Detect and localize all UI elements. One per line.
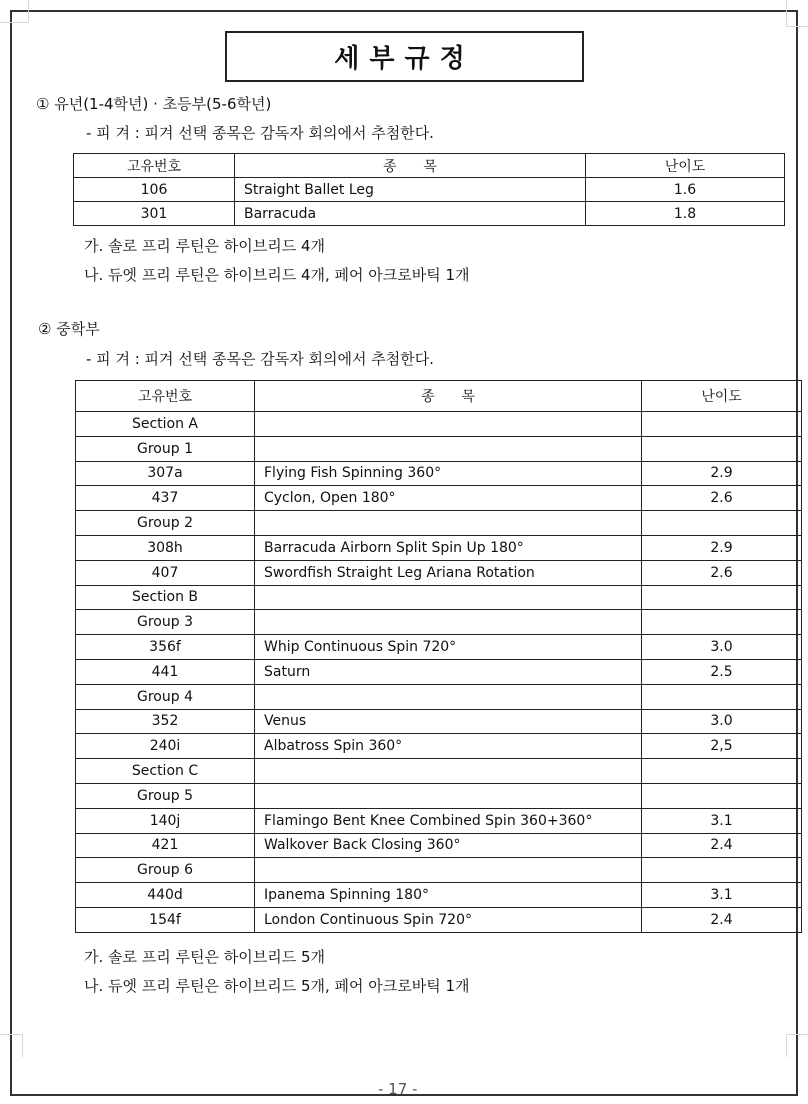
crop-mark (786, 1034, 808, 1057)
cell-difficulty: 2.4 (642, 907, 802, 932)
section2-heading: ② 중학부 (38, 320, 100, 338)
cell-id: 307a (76, 461, 255, 486)
cell-id: 421 (76, 833, 255, 858)
cell-difficulty (642, 585, 802, 610)
cell-difficulty (642, 436, 802, 461)
table-row (76, 883, 802, 908)
cell-name: Whip Continuous Spin 720° (255, 635, 642, 660)
cell-name: Albatross Spin 360° (255, 734, 642, 759)
cell-name: Walkover Back Closing 360° (255, 833, 642, 858)
section1-table (73, 153, 785, 226)
cell-difficulty: 2.6 (642, 560, 802, 585)
table-row (76, 486, 802, 511)
table-row (76, 560, 802, 585)
cell-id: Group 4 (76, 684, 255, 709)
cell-id: 441 (76, 659, 255, 684)
cell-name: Ipanema Spinning 180° (255, 883, 642, 908)
cell-id: Section C (76, 759, 255, 784)
cell-difficulty: 1.6 (586, 178, 785, 202)
cell-id: Group 6 (76, 858, 255, 883)
table-row (76, 436, 802, 461)
table-row (76, 907, 802, 932)
cell-id: Group 2 (76, 511, 255, 536)
cell-name: Swordfish Straight Leg Ariana Rotation (255, 560, 642, 585)
cell-id: 437 (76, 486, 255, 511)
table-row (76, 585, 802, 610)
cell-name: London Continuous Spin 720° (255, 907, 642, 932)
table-row (76, 511, 802, 536)
cell-difficulty (642, 412, 802, 437)
table-row (76, 808, 802, 833)
cell-difficulty (642, 684, 802, 709)
cell-difficulty (642, 511, 802, 536)
table-row (76, 734, 802, 759)
title-box (225, 31, 584, 82)
section1-rule-b: 나. 듀엣 프리 루틴은 하이브리드 4개, 페어 아크로바틱 1개 (84, 266, 470, 284)
cell-name (255, 858, 642, 883)
cell-difficulty (642, 858, 802, 883)
cell-name (255, 585, 642, 610)
table-row (76, 610, 802, 635)
cell-id: Group 5 (76, 783, 255, 808)
table-row (74, 178, 785, 202)
cell-name: Cyclon, Open 180° (255, 486, 642, 511)
section2-rule-b: 나. 듀엣 프리 루틴은 하이브리드 5개, 페어 아크로바틱 1개 (84, 977, 470, 995)
cell-difficulty: 2,5 (642, 734, 802, 759)
table-row (76, 833, 802, 858)
table-row (76, 684, 802, 709)
page-number: - 17 - (378, 1080, 418, 1098)
header-difficulty: 난이도 (586, 154, 785, 178)
cell-name (255, 684, 642, 709)
header-name: 종 목 (235, 154, 586, 178)
cell-difficulty: 1.8 (586, 202, 785, 226)
cell-difficulty: 2.5 (642, 659, 802, 684)
cell-name (255, 783, 642, 808)
cell-id: 308h (76, 535, 255, 560)
cell-difficulty: 3.1 (642, 808, 802, 833)
cell-difficulty: 2.9 (642, 461, 802, 486)
cell-id: 240i (76, 734, 255, 759)
header-name: 종 목 (255, 381, 642, 412)
cell-difficulty (642, 759, 802, 784)
table-row (76, 635, 802, 660)
cell-difficulty: 3.1 (642, 883, 802, 908)
cell-id: Section A (76, 412, 255, 437)
table-row (76, 709, 802, 734)
table-row (74, 202, 785, 226)
cell-id: 140j (76, 808, 255, 833)
cell-difficulty: 2.6 (642, 486, 802, 511)
section1-heading: ① 유년(1-4학년) · 초등부(5-6학년) (36, 95, 272, 113)
section1-rule-a: 가. 솔로 프리 루틴은 하이브리드 4개 (84, 237, 326, 255)
section2-rule-a: 가. 솔로 프리 루틴은 하이브리드 5개 (84, 948, 326, 966)
cell-name (255, 610, 642, 635)
cell-id: 440d (76, 883, 255, 908)
cell-difficulty (642, 783, 802, 808)
cell-name: Straight Ballet Leg (235, 178, 586, 202)
cell-id: 407 (76, 560, 255, 585)
cell-name: Barracuda Airborn Split Spin Up 180° (255, 535, 642, 560)
header-id: 고유번호 (74, 154, 235, 178)
cell-name: Saturn (255, 659, 642, 684)
cell-difficulty: 3.0 (642, 709, 802, 734)
cell-difficulty (642, 610, 802, 635)
cell-difficulty: 3.0 (642, 635, 802, 660)
cell-id: 106 (74, 178, 235, 202)
crop-mark (0, 1034, 23, 1057)
cell-name (255, 436, 642, 461)
table-row (76, 759, 802, 784)
section1-note: - 피 겨 : 피겨 선택 종목은 감독자 회의에서 추첨한다. (86, 124, 434, 142)
table-header-row (74, 154, 785, 178)
cell-difficulty: 2.4 (642, 833, 802, 858)
section2-note: - 피 겨 : 피겨 선택 종목은 감독자 회의에서 추첨한다. (86, 350, 434, 368)
cell-difficulty: 2.9 (642, 535, 802, 560)
page-title: 세부규정 (334, 44, 475, 74)
cell-name (255, 759, 642, 784)
table-row (76, 535, 802, 560)
cell-id: 352 (76, 709, 255, 734)
cell-name: Flying Fish Spinning 360° (255, 461, 642, 486)
table-row (76, 858, 802, 883)
cell-id: Group 3 (76, 610, 255, 635)
crop-mark (0, 0, 29, 23)
cell-id: Group 1 (76, 436, 255, 461)
cell-id: 301 (74, 202, 235, 226)
cell-id: 154f (76, 907, 255, 932)
cell-name: Venus (255, 709, 642, 734)
table-row (76, 461, 802, 486)
cell-name: Flamingo Bent Knee Combined Spin 360+360° (255, 808, 642, 833)
table-row (76, 783, 802, 808)
section2-table (75, 380, 802, 933)
cell-id: 356f (76, 635, 255, 660)
cell-name (255, 511, 642, 536)
table-row (76, 659, 802, 684)
header-difficulty: 난이도 (642, 381, 802, 412)
crop-mark (786, 0, 808, 27)
cell-name (255, 412, 642, 437)
header-id: 고유번호 (76, 381, 255, 412)
cell-name: Barracuda (235, 202, 586, 226)
table-row (76, 412, 802, 437)
table-header-row (76, 381, 802, 412)
cell-id: Section B (76, 585, 255, 610)
